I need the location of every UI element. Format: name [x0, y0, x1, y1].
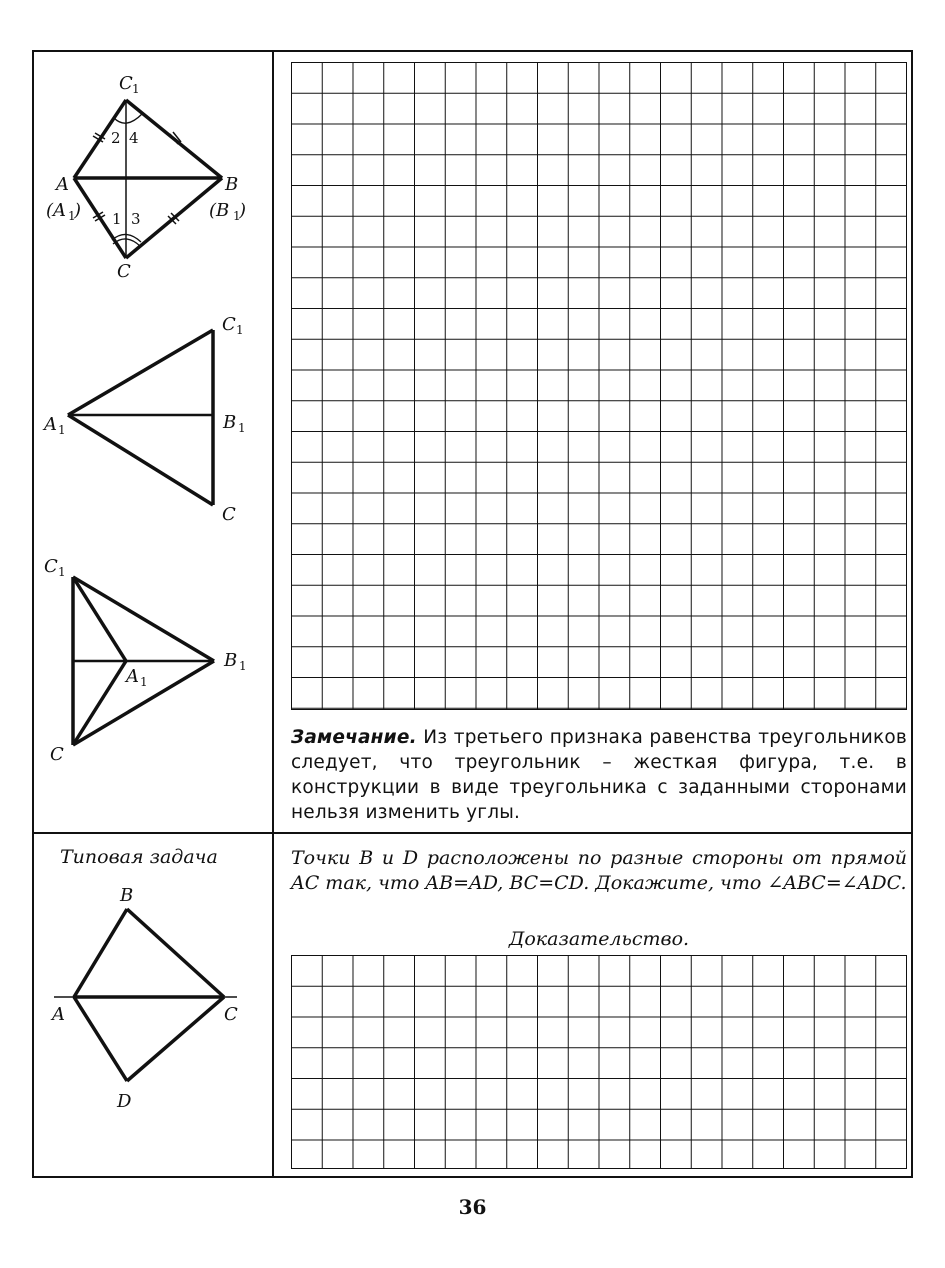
subscript: 1	[140, 675, 148, 689]
label-a: A	[56, 174, 69, 195]
label-b: B	[225, 174, 239, 195]
figure-task	[40, 875, 270, 1115]
label-c1: C	[119, 73, 133, 94]
label-a1-paren: (A	[46, 200, 67, 221]
figure-quadrilateral	[40, 70, 270, 290]
figure-triangle-pair-2	[40, 550, 270, 780]
row-divider	[32, 832, 913, 834]
angle-3: 3	[131, 210, 141, 228]
task-statement: Точки B и D расположены по разные стороны от прямой AC так, что AB=AD, BC=CD. Докажите, что ∠ABC=∠ADC.	[291, 847, 907, 894]
label-c: C	[50, 744, 64, 765]
label-c1: C	[44, 556, 58, 577]
label-a1: A	[44, 414, 57, 435]
label-a1: A	[126, 666, 139, 687]
task-label: Типовая задача	[60, 846, 218, 868]
subscript: 1	[236, 323, 244, 337]
remark-title: Замечание.	[291, 727, 417, 748]
column-divider	[272, 50, 274, 1178]
label-d: D	[117, 1091, 132, 1112]
answer-grid-bottom[interactable]	[291, 955, 907, 1169]
subscript: 1	[239, 659, 247, 673]
remark-text: Из третьего признака равенства треугольников следует, что треугольник – жесткая фигура, т.е. в конструкции в виде треугольника с заданными сторонами нельзя изменить углы.	[291, 727, 907, 823]
paren-close: )	[74, 200, 82, 221]
angle-2: 2	[111, 129, 121, 147]
subscript: 1	[58, 423, 66, 437]
label-b: B	[120, 885, 134, 906]
label-b1: B	[223, 412, 237, 433]
paren-close: )	[239, 200, 247, 221]
label-c: C	[224, 1004, 238, 1025]
angle-4: 4	[129, 129, 139, 147]
subscript: 1	[68, 209, 76, 223]
label-c: C	[222, 504, 236, 525]
page-number: 36	[458, 1195, 487, 1219]
label-a: A	[52, 1004, 65, 1025]
remark-paragraph	[291, 725, 907, 825]
subscript: 1	[132, 82, 140, 96]
answer-grid-top[interactable]	[291, 62, 907, 710]
label-b1: B	[224, 650, 238, 671]
subscript: 1	[238, 421, 246, 435]
proof-heading: Доказательство.	[508, 928, 690, 950]
angle-1: 1	[112, 210, 122, 228]
figure-triangle-pair-1	[40, 300, 270, 540]
label-b1-paren: (B	[209, 200, 230, 221]
label-c: C	[117, 261, 131, 282]
label-c1: C	[222, 314, 236, 335]
subscript: 1	[233, 209, 241, 223]
subscript: 1	[58, 565, 66, 579]
